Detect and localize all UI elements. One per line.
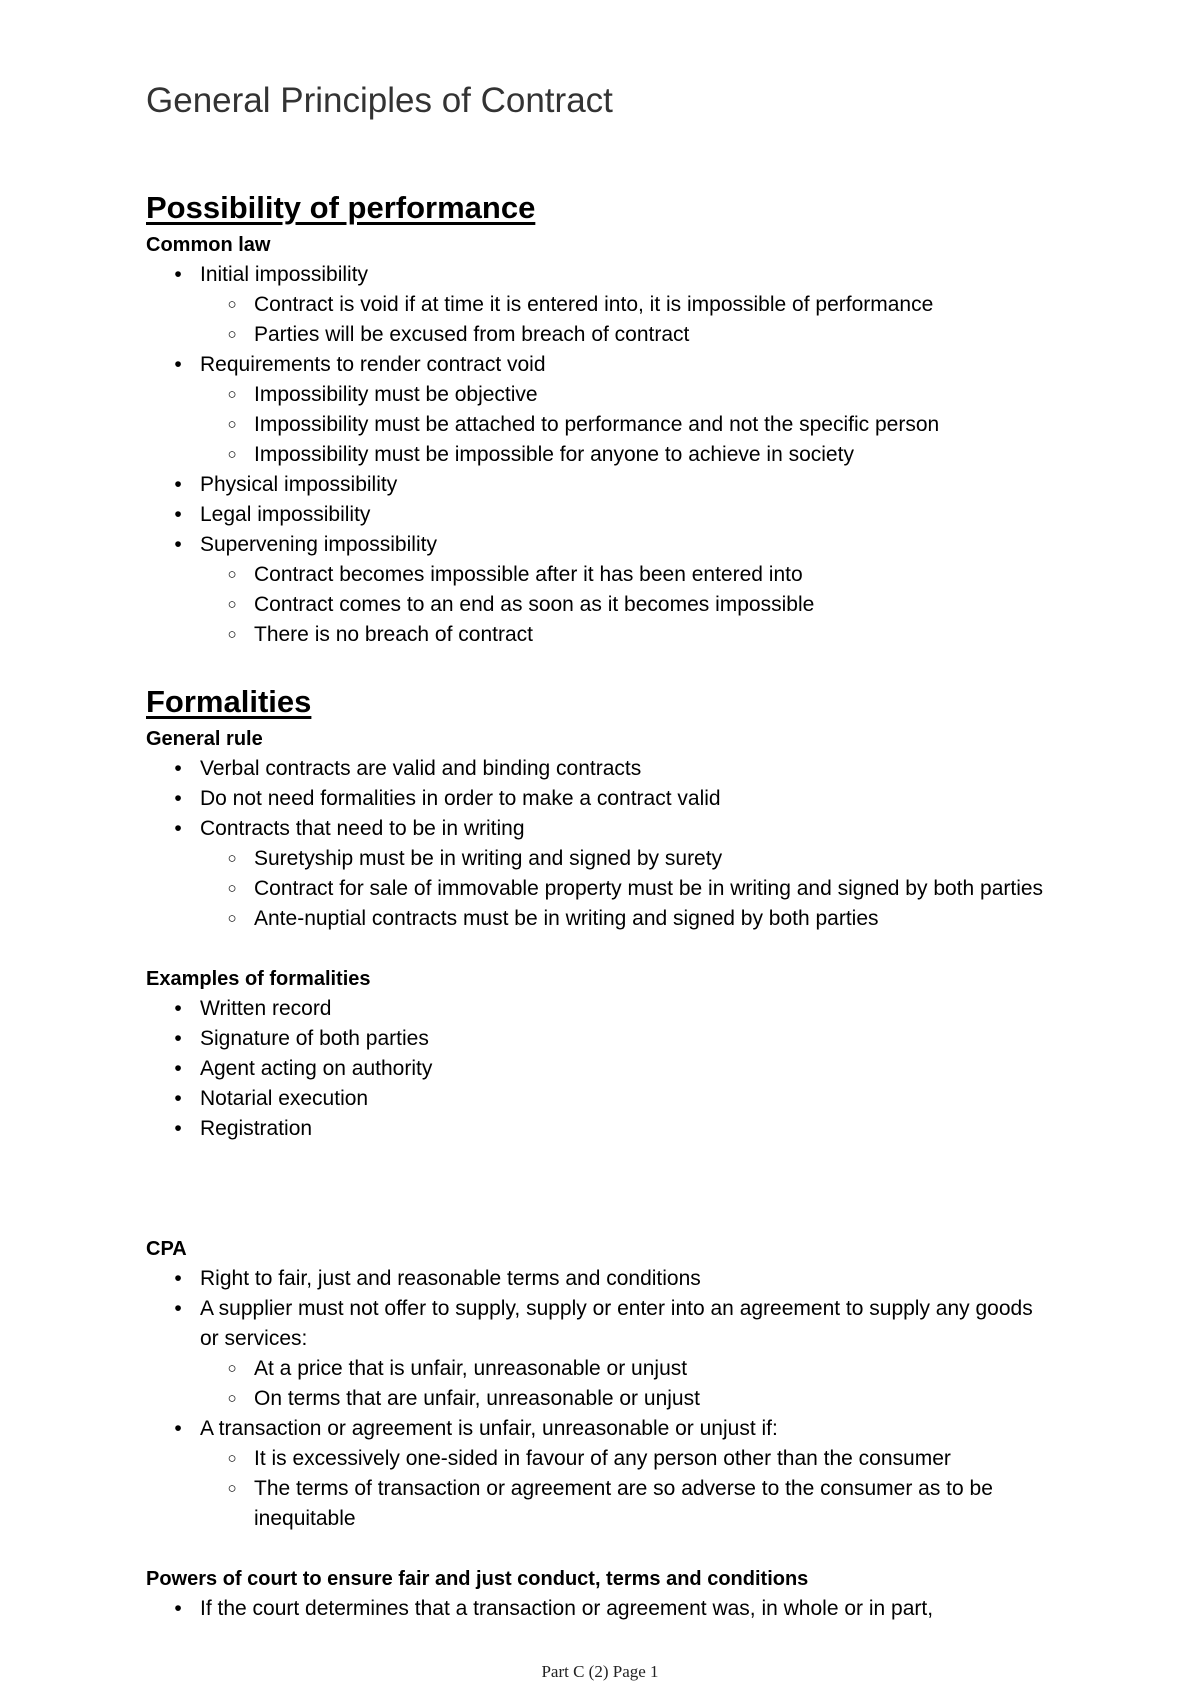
- list-item-text: Initial impossibility: [200, 263, 369, 286]
- sub-list-item-text: The terms of transaction or agreement are so adverse to the consumer as to be inequitable: [254, 1477, 993, 1530]
- bullet-icon: •: [174, 817, 182, 840]
- list-item-text: Right to fair, just and reasonable terms and conditions: [200, 1267, 701, 1290]
- powers-list: [146, 1594, 1046, 1624]
- sub-list-item-text: Impossibility must be impossible for anyone to achieve in society: [254, 443, 854, 466]
- sub-list-item-text: On terms that are unfair, unreasonable or unjust: [254, 1387, 700, 1410]
- list-item-text: Physical impossibility: [200, 473, 398, 496]
- sub-list-item: [200, 320, 1046, 350]
- sub-list-item-text: Suretyship must be in writing and signed by surety: [254, 847, 723, 870]
- list-item: [146, 1024, 1046, 1054]
- sub-list-item-text: Ante-nuptial contracts must be in writing and signed by both parties: [254, 907, 879, 930]
- sub-list-item: [200, 380, 1046, 410]
- sub-list-item: [200, 590, 1046, 620]
- section-heading-formalities: Formalities: [146, 684, 312, 719]
- sub-list: [200, 1354, 1046, 1414]
- hollow-bullet-icon: ○: [227, 1390, 237, 1407]
- bullet-icon: •: [174, 1087, 182, 1110]
- list-item: [146, 260, 1046, 350]
- sub-heading-examples: Examples of formalities: [146, 968, 371, 990]
- hollow-bullet-icon: ○: [227, 446, 237, 463]
- sub-list-item: [200, 904, 1046, 934]
- bullet-icon: •: [174, 503, 182, 526]
- list-item: [146, 530, 1046, 650]
- list-item: [146, 754, 1046, 784]
- list-item: [146, 1054, 1046, 1084]
- list-item-text: Written record: [200, 997, 332, 1020]
- hollow-bullet-icon: ○: [227, 326, 237, 343]
- sub-list-item: [200, 410, 1046, 440]
- hollow-bullet-icon: ○: [227, 1480, 237, 1497]
- list-item: [146, 1414, 1046, 1534]
- list-item-text: Supervening impossibility: [200, 533, 437, 556]
- hollow-bullet-icon: ○: [227, 1450, 237, 1467]
- hollow-bullet-icon: ○: [227, 1360, 237, 1377]
- sub-list: [200, 1444, 1046, 1534]
- list-item-text: Do not need formalities in order to make a contract valid: [200, 787, 721, 810]
- bullet-icon: •: [174, 1297, 182, 1320]
- list-item: [146, 350, 1046, 470]
- sub-list-item-text: Contract comes to an end as soon as it becomes impossible: [254, 593, 815, 616]
- common-law-list: [146, 260, 1046, 650]
- list-item-text: Verbal contracts are valid and binding contracts: [200, 757, 642, 780]
- sub-list-item: [200, 874, 1046, 904]
- sub-list-item: [200, 844, 1046, 874]
- hollow-bullet-icon: ○: [227, 566, 237, 583]
- bullet-icon: •: [174, 997, 182, 1020]
- list-item-text: A transaction or agreement is unfair, unreasonable or unjust if:: [200, 1417, 778, 1440]
- bullet-icon: •: [174, 353, 182, 376]
- hollow-bullet-icon: ○: [227, 910, 237, 927]
- sub-list: [200, 844, 1046, 934]
- bullet-icon: •: [174, 263, 182, 286]
- list-item: [146, 470, 1046, 500]
- list-item-text: Contracts that need to be in writing: [200, 817, 525, 840]
- list-item-text: Requirements to render contract void: [200, 353, 546, 376]
- bullet-icon: •: [174, 1267, 182, 1290]
- bullet-icon: •: [174, 787, 182, 810]
- sub-heading-powers-of-court: Powers of court to ensure fair and just conduct, terms and conditions: [146, 1568, 809, 1590]
- sub-list-item-text: It is excessively one-sided in favour of any person other than the consumer: [254, 1447, 951, 1470]
- list-item: [146, 994, 1046, 1024]
- list-item: [146, 1114, 1046, 1144]
- sub-list-item: [200, 1354, 1046, 1384]
- general-rule-list: [146, 754, 1046, 934]
- list-item-text: Notarial execution: [200, 1087, 369, 1110]
- sub-list-item-text: Impossibility must be attached to performance and not the specific person: [254, 413, 940, 436]
- sub-list-item-text: Contract is void if at time it is entered into, it is impossible of performance: [254, 293, 934, 316]
- bullet-icon: •: [174, 1417, 182, 1440]
- list-item: [146, 814, 1046, 934]
- sub-list-item-text: At a price that is unfair, unreasonable or unjust: [254, 1357, 688, 1380]
- cpa-list: [146, 1264, 1046, 1534]
- bullet-icon: •: [174, 1057, 182, 1080]
- bullet-icon: •: [174, 533, 182, 556]
- examples-list: [146, 994, 1046, 1144]
- list-item-text: Registration: [200, 1117, 313, 1140]
- sub-list-item-text: There is no breach of contract: [254, 623, 533, 646]
- sub-list-item-text: Contract becomes impossible after it has been entered into: [254, 563, 803, 586]
- sub-list: [200, 380, 1046, 470]
- hollow-bullet-icon: ○: [227, 596, 237, 613]
- sub-heading-general-rule: General rule: [146, 728, 263, 750]
- sub-list-item-text: Impossibility must be objective: [254, 383, 538, 406]
- list-item: [146, 1264, 1046, 1294]
- list-item: [146, 500, 1046, 530]
- hollow-bullet-icon: ○: [227, 850, 237, 867]
- sub-list-item: [200, 560, 1046, 590]
- list-item-text: If the court determines that a transaction or agreement was, in whole or in part,: [200, 1597, 934, 1620]
- section-heading-performance: Possibility of performance: [146, 190, 536, 225]
- document-page: [146, 72, 1046, 1624]
- sub-list-item: [200, 1474, 1046, 1534]
- sub-list-item: [200, 440, 1046, 470]
- list-item: [146, 784, 1046, 814]
- hollow-bullet-icon: ○: [227, 386, 237, 403]
- list-item-text: Signature of both parties: [200, 1027, 429, 1050]
- hollow-bullet-icon: ○: [227, 880, 237, 897]
- list-item: [146, 1294, 1046, 1414]
- sub-list-item: [200, 620, 1046, 650]
- bullet-icon: •: [174, 1027, 182, 1050]
- sub-list-item: [200, 1384, 1046, 1414]
- sub-list: [200, 560, 1046, 650]
- bullet-icon: •: [174, 757, 182, 780]
- sub-list-item: [200, 290, 1046, 320]
- page-footer: Part C (2) Page 1: [541, 1662, 659, 1681]
- bullet-icon: •: [174, 1597, 182, 1620]
- bullet-icon: •: [174, 473, 182, 496]
- sub-list-item-text: Parties will be excused from breach of contract: [254, 323, 690, 346]
- hollow-bullet-icon: ○: [227, 416, 237, 433]
- list-item-text: A supplier must not offer to supply, supply or enter into an agreement to supply any goods or services:: [200, 1297, 1033, 1350]
- hollow-bullet-icon: ○: [227, 626, 237, 643]
- bullet-icon: •: [174, 1117, 182, 1140]
- hollow-bullet-icon: ○: [227, 296, 237, 313]
- list-item: [146, 1594, 1046, 1624]
- list-item-text: Legal impossibility: [200, 503, 371, 526]
- sub-list-item: [200, 1444, 1046, 1474]
- sub-heading-cpa: CPA: [146, 1238, 187, 1260]
- document-title: General Principles of Contract: [146, 81, 613, 120]
- list-item: [146, 1084, 1046, 1114]
- sub-list: [200, 290, 1046, 350]
- sub-list-item-text: Contract for sale of immovable property must be in writing and signed by both parties: [254, 877, 1044, 900]
- list-item-text: Agent acting on authority: [200, 1057, 433, 1080]
- sub-heading-common-law: Common law: [146, 234, 271, 256]
